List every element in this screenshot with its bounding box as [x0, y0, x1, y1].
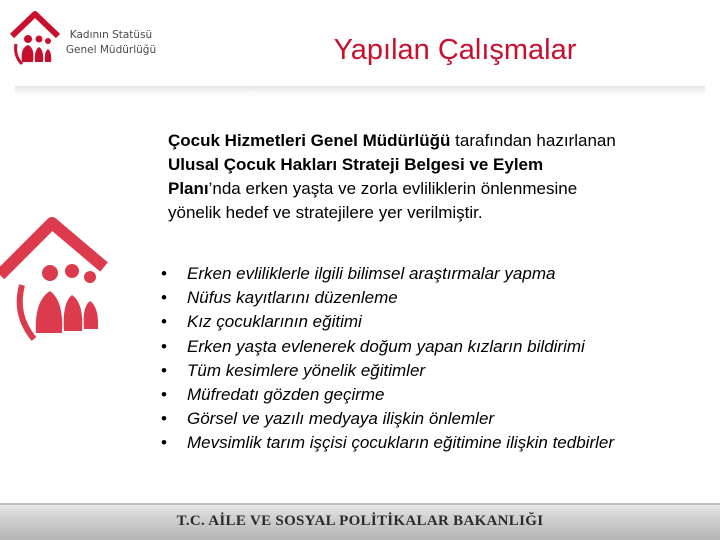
list-item: • Nüfus kayıtlarını düzenleme: [161, 286, 713, 310]
list-item: • Görsel ve yazılı medyaya ilişkin önlemler: [161, 407, 713, 431]
intro-line3-rest: ’nda erken yaşta ve zorla evliliklerin önlenmesine: [208, 179, 578, 198]
list-item: • Tüm kesimlere yönelik eğitimler: [161, 359, 713, 383]
intro-line2: Ulusal Çocuk Hakları Strateji Belgesi ve Eylem: [168, 155, 544, 174]
intro-line1-rest: tarafından hazırlanan: [450, 131, 616, 150]
list-item: • Kız çocuklarının eğitimi: [161, 310, 713, 334]
bullet-icon: •: [161, 409, 167, 429]
intro-line3-bold: Planı: [168, 179, 209, 198]
footer-ministry-name: T.C. AİLE VE SOSYAL POLİTİKALAR BAKANLIĞI: [176, 513, 544, 529]
measures-list: [161, 262, 713, 456]
ministry-logo-icon: [8, 8, 62, 68]
org-name-line2: Genel Müdürlüğü: [65, 44, 157, 56]
bullet-icon: •: [161, 360, 167, 380]
org-name-line1: Kadının Statüsü: [69, 29, 153, 41]
intro-bold-org: Çocuk Hizmetleri Genel Müdürlüğü: [168, 131, 451, 150]
bullet-icon: •: [161, 288, 167, 308]
bullet-icon: •: [161, 385, 167, 405]
list-item: • Müfredatı gözden geçirme: [161, 383, 713, 407]
title-divider: [15, 86, 705, 96]
org-name: [60, 28, 162, 58]
bullet-icon: •: [161, 433, 167, 453]
intro-line4: yönelik hedef ve stratejilere yer verilmiştir.: [168, 203, 483, 222]
bullet-icon: •: [161, 312, 167, 332]
bullet-icon: •: [161, 264, 167, 283]
list-item: • Mevsimlik tarım işçisi çocukların eğitimine ilişkin tedbirler: [161, 431, 713, 455]
list-item: • Erken evliliklerle ilgili bilimsel araştırmalar yapma: [161, 262, 713, 286]
page-title: Yapılan Çalışmalar: [333, 34, 577, 66]
list-item: • Erken yaşta evlenerek doğum yapan kızların bildirimi: [161, 335, 713, 359]
intro-paragraph: [168, 129, 708, 225]
side-emblem-icon: [0, 205, 120, 345]
bullet-icon: •: [161, 336, 167, 356]
